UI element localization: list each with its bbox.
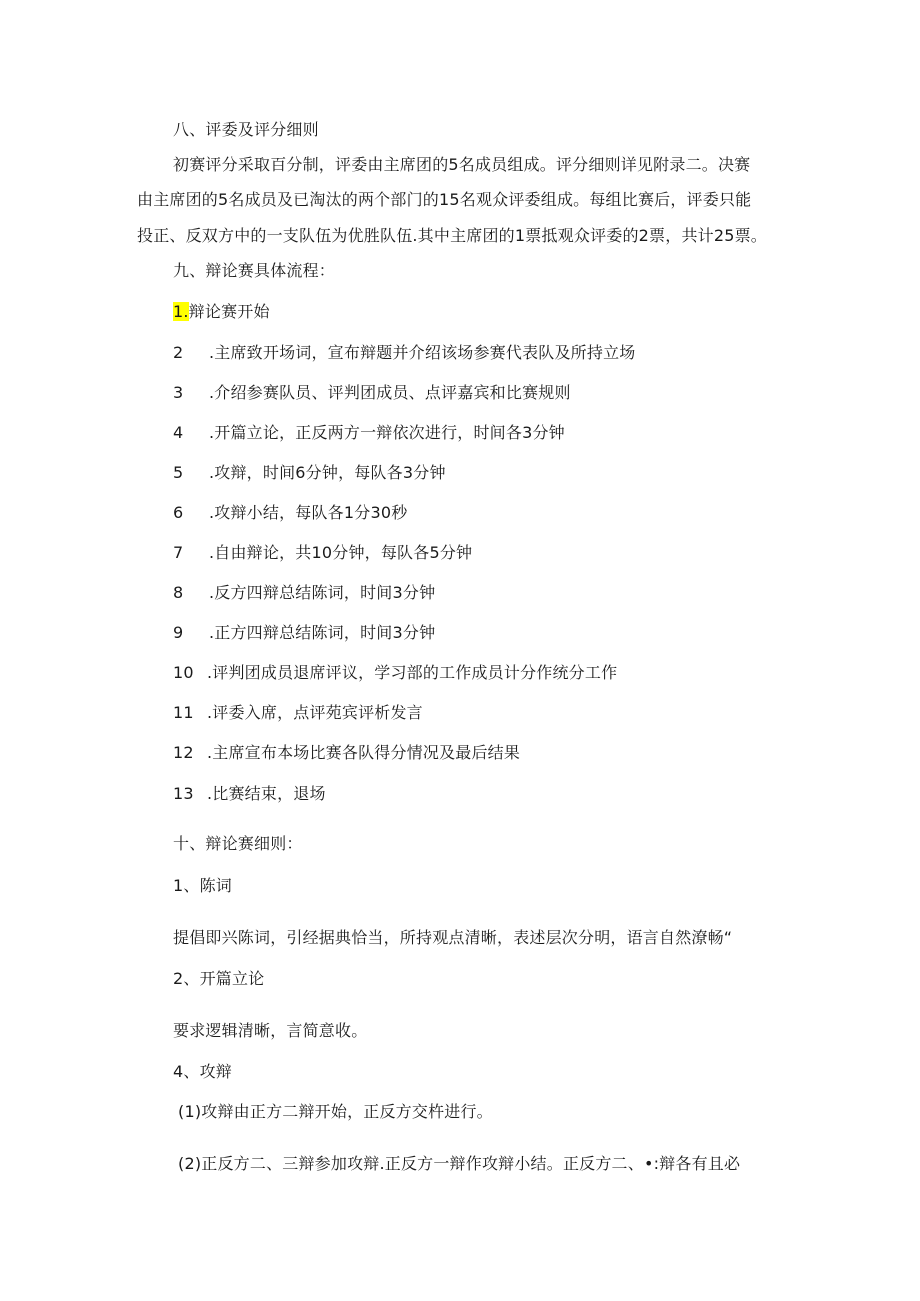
step-text: .主席致开场词，宣布辩题并介绍该场参赛代表队及所持立场 bbox=[209, 343, 636, 362]
subsection-4-item-1: (1)攻辩由正方二辩开始，正反方交杵进行。 bbox=[178, 1102, 493, 1121]
step-text: .正方四辩总结陈词，时间3分钟 bbox=[209, 623, 436, 642]
section-10-heading: 十、辩论赛细则： bbox=[173, 834, 303, 853]
step-3 bbox=[173, 381, 571, 405]
section-9-heading: 九、辩论赛具体流程： bbox=[173, 261, 336, 280]
step-2 bbox=[173, 341, 636, 365]
step-text: .比赛结束，退场 bbox=[207, 784, 326, 803]
section-8-para-line-1: 初赛评分采取百分制，评委由主席团的5名成员组成。评分细则详见附录二。决赛 bbox=[173, 155, 751, 174]
step-13 bbox=[173, 782, 326, 806]
step-text: .攻辩，时间6分钟，每队各3分钟 bbox=[209, 463, 446, 482]
step-10 bbox=[173, 661, 617, 685]
step-number: 5 bbox=[173, 463, 184, 482]
step-number: 13 bbox=[173, 784, 194, 803]
step-7 bbox=[173, 541, 472, 565]
step-number: 12 bbox=[173, 743, 194, 762]
step-number: 4 bbox=[173, 423, 184, 442]
step-text: .自由辩论，共10分钟，每队各5分钟 bbox=[209, 543, 473, 562]
step-text: 辩论赛开始 bbox=[188, 302, 270, 321]
step-text: .开篇立论，正反两方一辩依次进行，时间各3分钟 bbox=[209, 423, 565, 442]
step-number: 6 bbox=[173, 503, 184, 522]
step-6 bbox=[173, 501, 407, 525]
step-text: .主席宣布本场比赛各队得分情况及最后结果 bbox=[207, 743, 521, 762]
subsection-2-title: 2、开篇立论 bbox=[173, 969, 265, 988]
step-1 bbox=[173, 300, 270, 324]
subsection-4-title: 4、攻辩 bbox=[173, 1062, 232, 1081]
step-text: .攻辩小结，每队各1分30秒 bbox=[209, 503, 408, 522]
subsection-1-text: 提倡即兴陈词，引经据典恰当，所持观点清晰，表述层次分明，语言自然潦畅“ bbox=[173, 928, 733, 947]
step-12 bbox=[173, 741, 520, 765]
subsection-2-text: 要求逻辑清晰，言简意收。 bbox=[173, 1021, 368, 1040]
subsection-1-title: 1、陈词 bbox=[173, 876, 232, 895]
step-5 bbox=[173, 461, 446, 485]
step-11 bbox=[173, 701, 423, 725]
step-number: 3 bbox=[173, 383, 184, 402]
step-8 bbox=[173, 581, 435, 605]
section-8-para-line-2: 由主席团的5名成员及已淘汰的两个部门的15名观众评委组成。每组比赛后，评委只能 bbox=[137, 190, 752, 209]
step-text: .评判团成员退席评议，学习部的工作成员计分作统分工作 bbox=[207, 663, 618, 682]
step-text: .介绍参赛队员、评判团成员、点评嘉宾和比赛规则 bbox=[209, 383, 571, 402]
step-text: .评委入席，点评苑宾评析发言 bbox=[207, 703, 423, 722]
step-number: 11 bbox=[173, 703, 194, 722]
step-number: 2 bbox=[173, 343, 184, 362]
step-4 bbox=[173, 421, 565, 445]
step-number: 10 bbox=[173, 663, 194, 682]
step-9 bbox=[173, 621, 435, 645]
step-text: .反方四辩总结陈词，时间3分钟 bbox=[209, 583, 436, 602]
section-8-para-line-3: 投正、反双方中的一支队伍为优胜队伍.其中主席团的1票抵观众评委的2票，共计25票。 bbox=[137, 226, 768, 245]
subsection-4-item-2: (2)正反方二、三辩参加攻辩.正反方一辩作攻辩小结。正反方二、•:辩各有且必 bbox=[178, 1154, 741, 1173]
step-number: 9 bbox=[173, 623, 184, 642]
section-8-heading: 八、评委及评分细则 bbox=[173, 120, 319, 139]
step-number-highlighted: 1. bbox=[173, 302, 189, 321]
step-number: 8 bbox=[173, 583, 184, 602]
step-number: 7 bbox=[173, 543, 184, 562]
